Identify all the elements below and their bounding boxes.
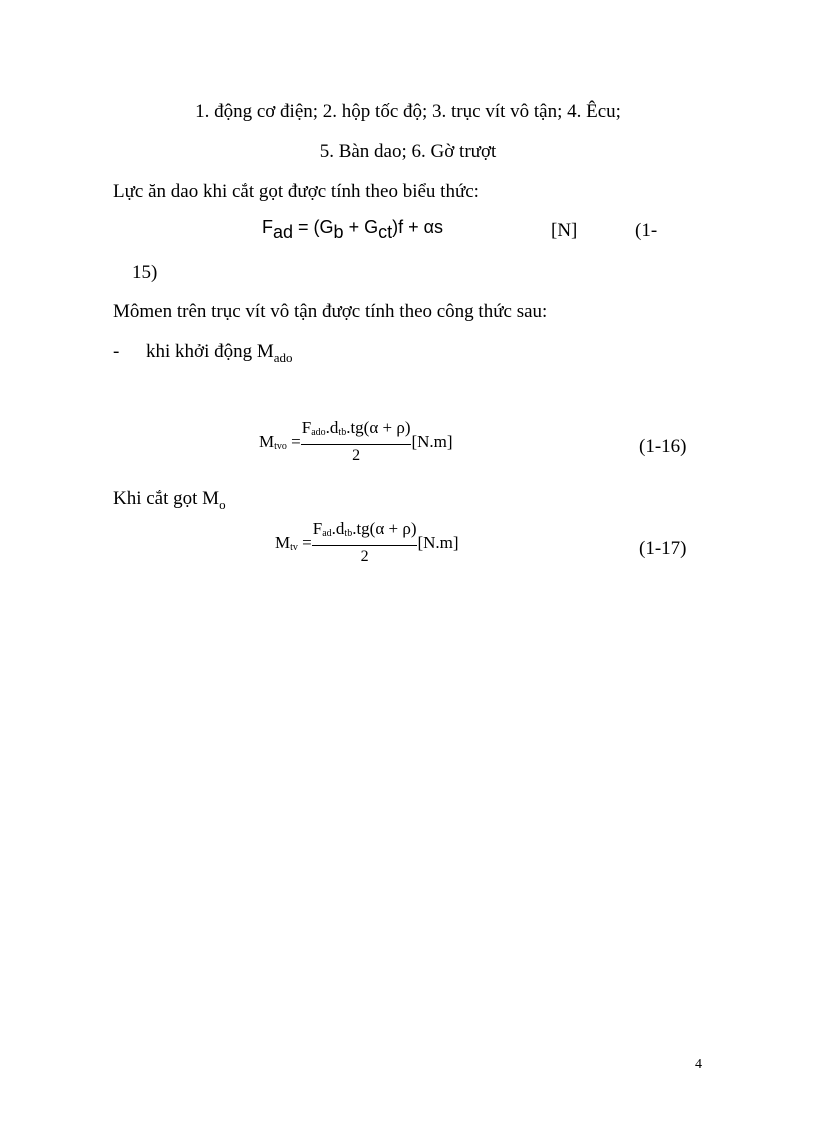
eq15-tag-part2: 15)	[132, 262, 158, 283]
page-number: 4	[695, 1057, 702, 1072]
eq16-denominator: 2	[352, 447, 361, 464]
bullet-startup-sub: ado	[273, 350, 293, 365]
eq15-mid1: = (G	[293, 217, 334, 237]
eq16-unit: [N.m]	[411, 432, 453, 451]
equation-1-15	[262, 217, 443, 243]
eq17-num-rest: .tg(α + ρ)	[352, 519, 417, 538]
eq16-lhs	[259, 432, 301, 452]
eq17-unit: [N.m]	[417, 533, 459, 552]
eq16-num-rest: .tg(α + ρ)	[346, 418, 411, 437]
eq15-lhs: F	[262, 217, 273, 237]
eq16-num-f-sub: ado	[311, 427, 326, 438]
eq16-equals: =	[286, 432, 301, 451]
equation-1-16	[259, 418, 453, 466]
eq15-sub-b: b	[333, 222, 344, 242]
eq17-num-d-sub: tb	[344, 528, 353, 539]
equation-1-17	[275, 519, 459, 567]
eq17-num-d: .d	[331, 519, 345, 538]
eq15-mid2: + G	[343, 217, 379, 237]
figure-caption-line-1: 1. động cơ điện; 2. hộp tốc độ; 3. trục vít vô tận; 4. Êcu;	[195, 101, 621, 122]
eq15-unit: [N]	[551, 220, 578, 241]
eq17-lhs-sub: tv	[290, 542, 298, 553]
moment-intro-text: Mômen trên trục vít vô tận được tính theo công thức sau:	[113, 301, 548, 322]
eq16-lhs-sub: tvo	[274, 441, 287, 452]
eq15-mid3: )f + αs	[392, 217, 444, 237]
eq16-tag: (1-16)	[639, 436, 687, 457]
cutting-text	[113, 488, 226, 516]
eq16-fraction	[301, 418, 412, 466]
eq16-numerator	[301, 418, 412, 445]
eq17-denominator: 2	[360, 548, 369, 565]
cutting-label: Khi cắt gọt M	[113, 488, 220, 509]
eq16-lhs-symbol: M	[259, 432, 275, 451]
bullet-startup-text	[146, 341, 293, 369]
eq16-num-f: F	[301, 418, 312, 437]
bullet-startup-label: khi khởi động M	[146, 341, 274, 362]
cutting-sub: o	[219, 497, 226, 512]
eq15-tag-part1: (1-	[635, 220, 658, 241]
eq15-lhs-sub: ad	[273, 222, 294, 242]
bullet-dash: -	[113, 341, 120, 362]
eq16-num-d-sub: tb	[338, 427, 347, 438]
figure-caption-line-2: 5. Bàn dao; 6. Gờ trượt	[319, 141, 497, 162]
eq17-num-f-sub: ad	[322, 528, 332, 539]
eq17-lhs	[275, 533, 312, 553]
eq15-sub-ct: ct	[378, 222, 393, 242]
eq17-tag: (1-17)	[639, 538, 687, 559]
eq17-num-f: F	[312, 519, 323, 538]
eq17-fraction	[312, 519, 418, 567]
eq16-num-d: .d	[325, 418, 339, 437]
eq17-lhs-symbol: M	[275, 533, 291, 552]
eq17-numerator	[312, 519, 418, 546]
force-intro-text: Lực ăn dao khi cắt gọt được tính theo biểu thức:	[113, 181, 479, 202]
eq17-equals: =	[297, 533, 312, 552]
